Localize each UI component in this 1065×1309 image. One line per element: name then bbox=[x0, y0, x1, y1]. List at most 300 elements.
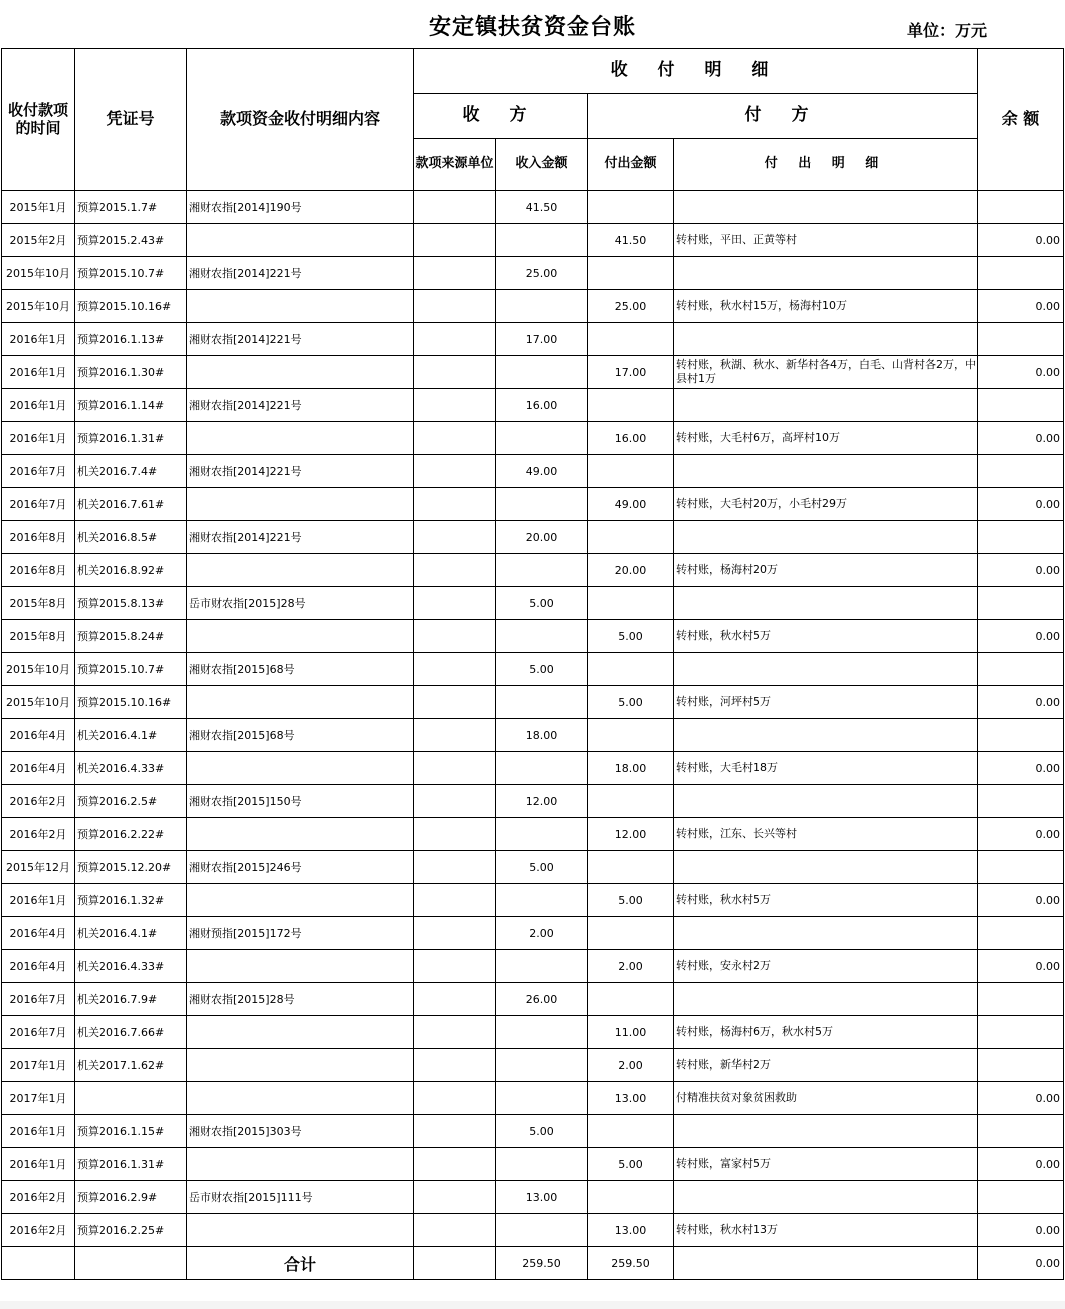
cell-income: 17.00 bbox=[496, 323, 588, 356]
cell-voucher: 预算2015.8.13# bbox=[75, 587, 187, 620]
cell-detail: 转村账，新华村2万 bbox=[674, 1049, 978, 1082]
cell-date: 2016年7月 bbox=[2, 1016, 75, 1049]
cell-content bbox=[187, 620, 414, 653]
ledger-body bbox=[2, 191, 1064, 1247]
cell-voucher: 预算2015.2.43# bbox=[75, 224, 187, 257]
cell-content: 岳市财农指[2015]28号 bbox=[187, 587, 414, 620]
cell-income bbox=[496, 224, 588, 257]
cell-income: 13.00 bbox=[496, 1181, 588, 1214]
cell-income bbox=[496, 422, 588, 455]
cell-income bbox=[496, 686, 588, 719]
cell-income: 49.00 bbox=[496, 455, 588, 488]
table-row bbox=[2, 521, 1064, 554]
cell-voucher: 预算2016.1.31# bbox=[75, 1148, 187, 1181]
table-row bbox=[2, 224, 1064, 257]
cell-expense bbox=[588, 983, 674, 1016]
cell-voucher: 预算2016.2.9# bbox=[75, 1181, 187, 1214]
cell-content bbox=[187, 1049, 414, 1082]
cell-expense: 16.00 bbox=[588, 422, 674, 455]
cell-income bbox=[496, 1016, 588, 1049]
cell-detail bbox=[674, 191, 978, 224]
cell-voucher: 机关2016.8.92# bbox=[75, 554, 187, 587]
cell-income: 16.00 bbox=[496, 389, 588, 422]
cell-source bbox=[414, 1181, 496, 1214]
cell-content bbox=[187, 290, 414, 323]
cell-balance: 0.00 bbox=[978, 884, 1064, 917]
table-row bbox=[2, 587, 1064, 620]
cell-detail bbox=[674, 1115, 978, 1148]
cell-voucher: 预算2016.2.5# bbox=[75, 785, 187, 818]
cell-balance bbox=[978, 917, 1064, 950]
cell-expense bbox=[588, 587, 674, 620]
cell-income: 41.50 bbox=[496, 191, 588, 224]
cell-expense: 20.00 bbox=[588, 554, 674, 587]
cell-income: 5.00 bbox=[496, 653, 588, 686]
ledger-table bbox=[1, 48, 1064, 1280]
table-row bbox=[2, 719, 1064, 752]
cell-detail bbox=[674, 719, 978, 752]
cell-content bbox=[187, 488, 414, 521]
cell-balance bbox=[978, 785, 1064, 818]
table-row bbox=[2, 455, 1064, 488]
cell-detail bbox=[674, 389, 978, 422]
cell-content: 湘财农指[2015]68号 bbox=[187, 719, 414, 752]
table-row bbox=[2, 950, 1064, 983]
cell-expense bbox=[588, 521, 674, 554]
header-receive: 收 方 bbox=[414, 94, 588, 139]
cell-source bbox=[414, 587, 496, 620]
header-source: 款项来源单位 bbox=[414, 139, 496, 191]
cell-content: 湘财农指[2014]221号 bbox=[187, 257, 414, 290]
cell-detail: 转村账，秋水村5万 bbox=[674, 884, 978, 917]
cell-expense bbox=[588, 785, 674, 818]
cell-income bbox=[496, 1049, 588, 1082]
cell-date: 2016年8月 bbox=[2, 521, 75, 554]
cell-balance bbox=[978, 389, 1064, 422]
cell-source bbox=[414, 851, 496, 884]
cell-detail bbox=[674, 917, 978, 950]
cell-date: 2016年1月 bbox=[2, 1115, 75, 1148]
cell-voucher: 机关2016.4.33# bbox=[75, 752, 187, 785]
cell-balance bbox=[978, 521, 1064, 554]
cell-balance: 0.00 bbox=[978, 290, 1064, 323]
cell-income bbox=[496, 356, 588, 389]
cell-detail: 转村账，杨海村20万 bbox=[674, 554, 978, 587]
total-empty-source bbox=[414, 1247, 496, 1280]
cell-balance: 0.00 bbox=[978, 554, 1064, 587]
cell-voucher: 预算2016.1.31# bbox=[75, 422, 187, 455]
cell-voucher: 机关2016.7.4# bbox=[75, 455, 187, 488]
table-row bbox=[2, 257, 1064, 290]
cell-expense: 2.00 bbox=[588, 1049, 674, 1082]
cell-income: 20.00 bbox=[496, 521, 588, 554]
cell-balance: 0.00 bbox=[978, 620, 1064, 653]
cell-detail: 转村账，富家村5万 bbox=[674, 1148, 978, 1181]
cell-income bbox=[496, 290, 588, 323]
cell-source bbox=[414, 884, 496, 917]
table-row bbox=[2, 1049, 1064, 1082]
cell-date: 2017年1月 bbox=[2, 1049, 75, 1082]
cell-detail: 转村账，安永村2万 bbox=[674, 950, 978, 983]
cell-source bbox=[414, 290, 496, 323]
cell-income bbox=[496, 752, 588, 785]
cell-expense: 5.00 bbox=[588, 620, 674, 653]
cell-detail: 转村账，杨海村6万，秋水村5万 bbox=[674, 1016, 978, 1049]
cell-date: 2016年2月 bbox=[2, 785, 75, 818]
cell-income: 2.00 bbox=[496, 917, 588, 950]
cell-source bbox=[414, 1082, 496, 1115]
cell-source bbox=[414, 1049, 496, 1082]
header-voucher: 凭证号 bbox=[75, 49, 187, 191]
cell-voucher: 预算2016.1.14# bbox=[75, 389, 187, 422]
header-income: 收入金额 bbox=[496, 139, 588, 191]
cell-expense: 11.00 bbox=[588, 1016, 674, 1049]
cell-expense: 17.00 bbox=[588, 356, 674, 389]
cell-voucher: 机关2016.7.9# bbox=[75, 983, 187, 1016]
cell-income: 18.00 bbox=[496, 719, 588, 752]
cell-voucher: 预算2016.1.30# bbox=[75, 356, 187, 389]
cell-voucher: 预算2015.10.7# bbox=[75, 653, 187, 686]
cell-source bbox=[414, 389, 496, 422]
cell-detail: 转村账，秋水村15万，杨海村10万 bbox=[674, 290, 978, 323]
table-row bbox=[2, 620, 1064, 653]
cell-detail bbox=[674, 521, 978, 554]
cell-source bbox=[414, 257, 496, 290]
table-row bbox=[2, 356, 1064, 389]
cell-expense bbox=[588, 653, 674, 686]
total-empty-date bbox=[2, 1247, 75, 1280]
cell-date: 2017年1月 bbox=[2, 1082, 75, 1115]
table-row bbox=[2, 653, 1064, 686]
header-detail-group: 收 付 明 细 bbox=[414, 49, 978, 94]
cell-detail bbox=[674, 983, 978, 1016]
cell-content bbox=[187, 356, 414, 389]
cell-date: 2016年1月 bbox=[2, 884, 75, 917]
cell-expense: 5.00 bbox=[588, 1148, 674, 1181]
total-empty-voucher bbox=[75, 1247, 187, 1280]
cell-income bbox=[496, 818, 588, 851]
cell-source bbox=[414, 686, 496, 719]
cell-detail bbox=[674, 1181, 978, 1214]
cell-date: 2015年10月 bbox=[2, 290, 75, 323]
cell-expense: 25.00 bbox=[588, 290, 674, 323]
cell-date: 2016年7月 bbox=[2, 488, 75, 521]
table-row bbox=[2, 983, 1064, 1016]
cell-source bbox=[414, 752, 496, 785]
cell-source bbox=[414, 917, 496, 950]
cell-income bbox=[496, 554, 588, 587]
cell-income bbox=[496, 488, 588, 521]
table-row bbox=[2, 1016, 1064, 1049]
cell-date: 2015年10月 bbox=[2, 257, 75, 290]
cell-source bbox=[414, 1148, 496, 1181]
cell-expense: 49.00 bbox=[588, 488, 674, 521]
cell-date: 2016年4月 bbox=[2, 719, 75, 752]
total-empty-detail bbox=[674, 1247, 978, 1280]
cell-expense: 41.50 bbox=[588, 224, 674, 257]
cell-source bbox=[414, 1016, 496, 1049]
cell-expense bbox=[588, 851, 674, 884]
cell-source bbox=[414, 521, 496, 554]
cell-balance bbox=[978, 1016, 1064, 1049]
cell-content: 湘财农指[2015]303号 bbox=[187, 1115, 414, 1148]
cell-voucher: 预算2015.12.20# bbox=[75, 851, 187, 884]
cell-detail bbox=[674, 851, 978, 884]
total-row bbox=[2, 1247, 1064, 1280]
cell-balance: 0.00 bbox=[978, 818, 1064, 851]
table-row bbox=[2, 191, 1064, 224]
cell-voucher: 机关2016.7.66# bbox=[75, 1016, 187, 1049]
cell-source bbox=[414, 620, 496, 653]
cell-source bbox=[414, 818, 496, 851]
cell-balance bbox=[978, 1181, 1064, 1214]
cell-voucher: 预算2016.1.13# bbox=[75, 323, 187, 356]
cell-expense bbox=[588, 257, 674, 290]
table-row bbox=[2, 1214, 1064, 1247]
cell-detail bbox=[674, 323, 978, 356]
cell-balance: 0.00 bbox=[978, 1148, 1064, 1181]
cell-detail: 转村账，秋湖、秋水、新华村各4万，白毛、山背村各2万，中县村1万 bbox=[674, 356, 978, 389]
cell-source bbox=[414, 719, 496, 752]
table-row bbox=[2, 1115, 1064, 1148]
cell-date: 2015年8月 bbox=[2, 587, 75, 620]
cell-content: 湘财农指[2014]221号 bbox=[187, 455, 414, 488]
cell-expense: 5.00 bbox=[588, 884, 674, 917]
cell-balance bbox=[978, 1115, 1064, 1148]
cell-balance: 0.00 bbox=[978, 752, 1064, 785]
cell-detail: 转村账，江东、长兴等村 bbox=[674, 818, 978, 851]
cell-content bbox=[187, 752, 414, 785]
cell-content bbox=[187, 686, 414, 719]
cell-content bbox=[187, 1016, 414, 1049]
bottom-strip bbox=[0, 1301, 1065, 1309]
cell-balance: 0.00 bbox=[978, 356, 1064, 389]
table-row bbox=[2, 785, 1064, 818]
total-balance: 0.00 bbox=[978, 1247, 1064, 1280]
cell-detail bbox=[674, 653, 978, 686]
cell-date: 2016年2月 bbox=[2, 1181, 75, 1214]
table-row bbox=[2, 1082, 1064, 1115]
cell-source bbox=[414, 653, 496, 686]
cell-date: 2016年2月 bbox=[2, 818, 75, 851]
cell-content bbox=[187, 1214, 414, 1247]
cell-content bbox=[187, 224, 414, 257]
cell-content: 湘财预指[2015]172号 bbox=[187, 917, 414, 950]
cell-balance: 0.00 bbox=[978, 488, 1064, 521]
cell-source bbox=[414, 488, 496, 521]
cell-source bbox=[414, 1115, 496, 1148]
cell-content: 湘财农指[2015]246号 bbox=[187, 851, 414, 884]
cell-balance bbox=[978, 455, 1064, 488]
cell-date: 2016年8月 bbox=[2, 554, 75, 587]
cell-date: 2015年8月 bbox=[2, 620, 75, 653]
cell-income: 5.00 bbox=[496, 851, 588, 884]
table-row bbox=[2, 818, 1064, 851]
cell-source bbox=[414, 224, 496, 257]
header-time: 收付款项的时间 bbox=[2, 49, 75, 191]
cell-expense bbox=[588, 191, 674, 224]
cell-detail: 转村账，大毛村20万，小毛村29万 bbox=[674, 488, 978, 521]
cell-source bbox=[414, 323, 496, 356]
ledger-header bbox=[2, 49, 1064, 191]
table-row bbox=[2, 323, 1064, 356]
cell-detail: 付精准扶贫对象贫困救助 bbox=[674, 1082, 978, 1115]
cell-expense bbox=[588, 389, 674, 422]
cell-balance bbox=[978, 257, 1064, 290]
cell-date: 2016年1月 bbox=[2, 356, 75, 389]
cell-voucher: 机关2016.7.61# bbox=[75, 488, 187, 521]
cell-voucher bbox=[75, 1082, 187, 1115]
cell-balance: 0.00 bbox=[978, 422, 1064, 455]
cell-balance: 0.00 bbox=[978, 686, 1064, 719]
cell-balance bbox=[978, 851, 1064, 884]
cell-detail: 转村账，河坪村5万 bbox=[674, 686, 978, 719]
total-expense: 259.50 bbox=[588, 1247, 674, 1280]
cell-detail: 转村账，秋水村5万 bbox=[674, 620, 978, 653]
cell-date: 2016年7月 bbox=[2, 983, 75, 1016]
cell-expense: 12.00 bbox=[588, 818, 674, 851]
cell-voucher: 机关2016.4.33# bbox=[75, 950, 187, 983]
cell-date: 2016年7月 bbox=[2, 455, 75, 488]
cell-content bbox=[187, 1082, 414, 1115]
cell-date: 2016年1月 bbox=[2, 389, 75, 422]
cell-content: 湘财农指[2015]28号 bbox=[187, 983, 414, 1016]
cell-expense: 5.00 bbox=[588, 686, 674, 719]
cell-balance: 0.00 bbox=[978, 1214, 1064, 1247]
cell-content bbox=[187, 554, 414, 587]
header-content: 款项资金收付明细内容 bbox=[187, 49, 414, 191]
cell-date: 2015年10月 bbox=[2, 686, 75, 719]
cell-source bbox=[414, 785, 496, 818]
table-row bbox=[2, 752, 1064, 785]
header-balance: 余 额 bbox=[978, 49, 1064, 191]
cell-detail: 转村账，秋水村13万 bbox=[674, 1214, 978, 1247]
cell-source bbox=[414, 983, 496, 1016]
table-row bbox=[2, 290, 1064, 323]
cell-expense bbox=[588, 1181, 674, 1214]
cell-voucher: 预算2015.10.16# bbox=[75, 290, 187, 323]
cell-balance bbox=[978, 323, 1064, 356]
cell-content: 岳市财农指[2015]111号 bbox=[187, 1181, 414, 1214]
table-row bbox=[2, 917, 1064, 950]
cell-expense: 13.00 bbox=[588, 1214, 674, 1247]
cell-balance: 0.00 bbox=[978, 1082, 1064, 1115]
total-label: 合计 bbox=[187, 1247, 414, 1280]
cell-detail: 转村账，大毛村18万 bbox=[674, 752, 978, 785]
cell-detail: 转村账，平田、正黄等村 bbox=[674, 224, 978, 257]
cell-voucher: 预算2015.8.24# bbox=[75, 620, 187, 653]
cell-expense bbox=[588, 1115, 674, 1148]
cell-source bbox=[414, 554, 496, 587]
cell-income bbox=[496, 620, 588, 653]
cell-expense bbox=[588, 917, 674, 950]
cell-date: 2016年2月 bbox=[2, 1214, 75, 1247]
cell-detail bbox=[674, 785, 978, 818]
cell-voucher: 机关2017.1.62# bbox=[75, 1049, 187, 1082]
cell-voucher: 预算2016.2.22# bbox=[75, 818, 187, 851]
cell-expense: 18.00 bbox=[588, 752, 674, 785]
cell-content: 湘财农指[2015]68号 bbox=[187, 653, 414, 686]
cell-voucher: 预算2015.1.7# bbox=[75, 191, 187, 224]
cell-expense bbox=[588, 323, 674, 356]
cell-balance bbox=[978, 719, 1064, 752]
cell-content: 湘财农指[2014]190号 bbox=[187, 191, 414, 224]
cell-content bbox=[187, 884, 414, 917]
cell-income: 26.00 bbox=[496, 983, 588, 1016]
unit-label: 单位：万元 bbox=[907, 21, 988, 40]
cell-detail bbox=[674, 455, 978, 488]
cell-expense: 2.00 bbox=[588, 950, 674, 983]
cell-content: 湘财农指[2014]221号 bbox=[187, 323, 414, 356]
cell-source bbox=[414, 191, 496, 224]
cell-voucher: 预算2016.1.32# bbox=[75, 884, 187, 917]
table-row bbox=[2, 686, 1064, 719]
cell-date: 2016年1月 bbox=[2, 422, 75, 455]
cell-income bbox=[496, 950, 588, 983]
header-pay-detail: 付 出 明 细 bbox=[674, 139, 978, 191]
cell-date: 2015年2月 bbox=[2, 224, 75, 257]
cell-balance: 0.00 bbox=[978, 950, 1064, 983]
table-row bbox=[2, 1181, 1064, 1214]
cell-balance bbox=[978, 587, 1064, 620]
table-row bbox=[2, 554, 1064, 587]
cell-content: 湘财农指[2014]221号 bbox=[187, 389, 414, 422]
cell-date: 2016年1月 bbox=[2, 1148, 75, 1181]
cell-income: 5.00 bbox=[496, 587, 588, 620]
table-row bbox=[2, 422, 1064, 455]
cell-expense: 13.00 bbox=[588, 1082, 674, 1115]
cell-voucher: 预算2015.10.7# bbox=[75, 257, 187, 290]
cell-income: 5.00 bbox=[496, 1115, 588, 1148]
cell-expense bbox=[588, 455, 674, 488]
cell-expense bbox=[588, 719, 674, 752]
cell-income: 25.00 bbox=[496, 257, 588, 290]
header-pay: 付 方 bbox=[588, 94, 978, 139]
table-row bbox=[2, 1148, 1064, 1181]
header-expense: 付出金额 bbox=[588, 139, 674, 191]
cell-detail: 转村账，大毛村6万，高坪村10万 bbox=[674, 422, 978, 455]
table-row bbox=[2, 488, 1064, 521]
table-row bbox=[2, 884, 1064, 917]
cell-source bbox=[414, 455, 496, 488]
cell-date: 2015年1月 bbox=[2, 191, 75, 224]
cell-income bbox=[496, 1148, 588, 1181]
cell-date: 2016年4月 bbox=[2, 752, 75, 785]
table-row bbox=[2, 389, 1064, 422]
cell-content bbox=[187, 818, 414, 851]
cell-balance bbox=[978, 1049, 1064, 1082]
cell-voucher: 预算2016.2.25# bbox=[75, 1214, 187, 1247]
cell-source bbox=[414, 950, 496, 983]
total-income: 259.50 bbox=[496, 1247, 588, 1280]
table-row bbox=[2, 851, 1064, 884]
cell-source bbox=[414, 422, 496, 455]
cell-date: 2015年12月 bbox=[2, 851, 75, 884]
cell-content bbox=[187, 950, 414, 983]
cell-income bbox=[496, 1082, 588, 1115]
cell-income bbox=[496, 1214, 588, 1247]
cell-source bbox=[414, 356, 496, 389]
cell-detail bbox=[674, 587, 978, 620]
page-title: 安定镇扶贫资金台账 bbox=[428, 15, 636, 40]
cell-content bbox=[187, 422, 414, 455]
cell-content: 湘财农指[2014]221号 bbox=[187, 521, 414, 554]
cell-balance bbox=[978, 653, 1064, 686]
cell-balance: 0.00 bbox=[978, 224, 1064, 257]
cell-income bbox=[496, 884, 588, 917]
cell-income: 12.00 bbox=[496, 785, 588, 818]
cell-voucher: 机关2016.4.1# bbox=[75, 917, 187, 950]
